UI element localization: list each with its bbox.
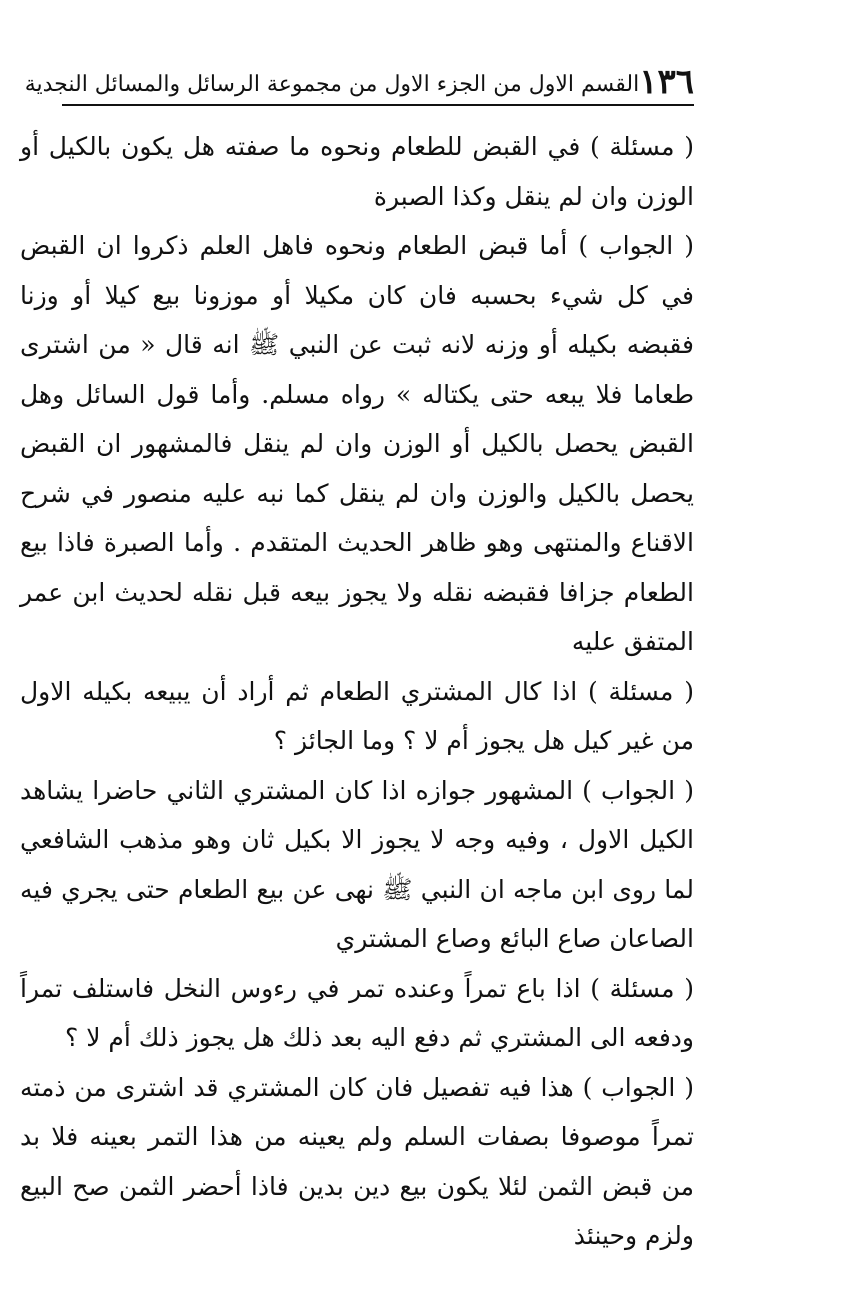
page-number: ١٣٦ [639,62,694,102]
question-paragraph: ( مسئلة ) في القبض للطعام ونحوه ما صفته هل يكون بالكيل أو الوزن وان لم ينقل وكذا الصبرة [20,132,694,211]
page-header [24,60,694,102]
answer-paragraph: ( الجواب ) أما قبض الطعام ونحوه فاهل العلم ذكروا ان القبض في كل شيء بحسبه فان كان مكيلا أو موزونا بيع كيلا أو وزنا فقبضه بكيله أو وزنه لانه ثبت عن النبي ﷺ انه قال « من اشترى طعاما فلا يبعه حتى يكتاله » رواه مسلم. وأما قول السائل وهل القبض يحصل بالكيل أو الوزن وان لم ينقل فالمشهور ان القبض يحصل بالكيل والوزن وان لم ينقل كما نبه عليه منصور في شرح الاقناع والمنتهى وهو ظاهر الحديث المتقدم . وأما الصبرة فاذا بيع الطعام جزافا فقبضه نقله ولا يجوز بيعه قبل نقله لحديث ابن عمر المتفق عليه [20,231,694,656]
answer-paragraph: ( الجواب ) المشهور جوازه اذا كان المشتري الثاني حاضرا يشاهد الكيل الاول ، وفيه وجه لا يجوز الا بكيل ثان وهو مذهب الشافعي لما روى ابن ماجه ان النبي ﷺ نهى عن بيع الطعام حتى يجري فيه الصاعان صاع البائع وصاع المشتري [20,775,694,953]
body-text [20,122,694,1261]
answer-paragraph: ( الجواب ) هذا فيه تفصيل فان كان المشتري قد اشترى من ذمته تمراً موصوفا بصفات السلم ولم يعينه من هذا التمر بعينه فلا بد من قبض الثمن لئلا يكون بيع دين بدين فاذا أحضر الثمن صح البيع ولزم وحينئذ [20,1072,694,1250]
running-head: القسم الاول من الجزء الاول من مجموعة الرسائل والمسائل النجدية [24,72,640,97]
header-rule [62,104,694,106]
question-paragraph: ( مسئلة ) اذا باع تمراً وعنده تمر في رءوس النخل فاستلف تمراً ودفعه الى المشتري ثم دفع اليه بعد ذلك هل يجوز ذلك أم لا ؟ [20,973,694,1052]
question-paragraph: ( مسئلة ) اذا كال المشتري الطعام ثم أراد أن يبيعه بكيله الاول من غير كيل هل يجوز أم لا ؟ وما الجائز ؟ [20,676,694,755]
